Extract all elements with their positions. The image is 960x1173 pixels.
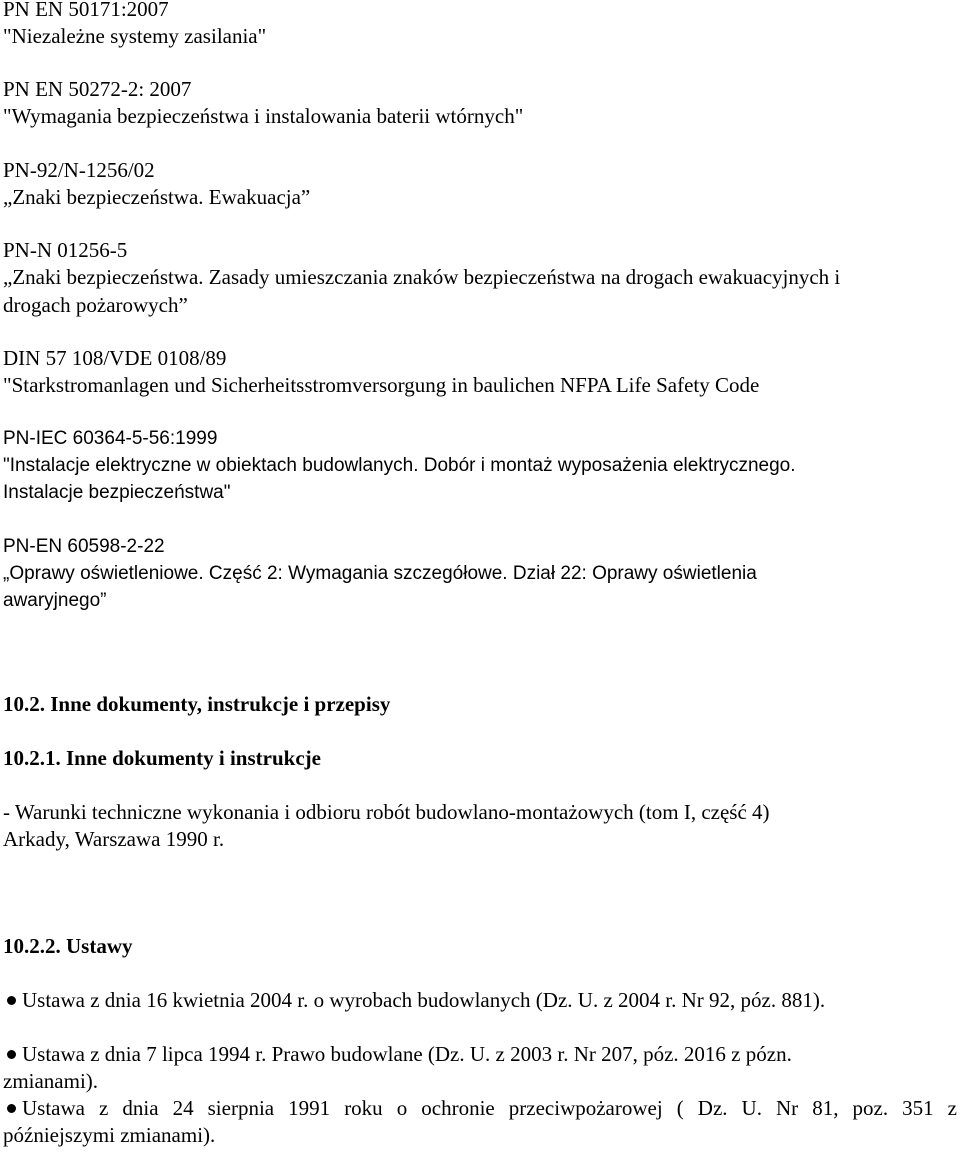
bullet-icon (7, 1050, 16, 1059)
standard-code: PN-EN 60598-2-22 (3, 536, 165, 557)
standard-title: "Wymagania bezpieczeństwa i instalowania baterii wtórnych" (3, 104, 524, 128)
law-item: Ustawa z dnia 7 lipca 1994 r. Prawo budowlane (Dz. U. z 2003 r. Nr 207, póz. 2016 z pózn. (22, 1042, 792, 1066)
section-heading: 10.2. Inne dokumenty, instrukcje i przepisy (3, 692, 391, 716)
law-item: Ustawa z dnia 24 sierpnia 1991 roku o ochronie przeciwpożarowej ( Dz. U. Nr 81, poz. 351 z (22, 1096, 957, 1120)
standard-title: "Starkstromanlagen und Sicherheitsstromversorgung in baulichen NFPA Life Safety Code (3, 373, 760, 397)
standard-title: "Instalacje elektryczne w obiektach budowlanych. Dobór i montaż wyposażenia elektrycznego. (3, 455, 796, 476)
standard-code: DIN 57 108/VDE 0108/89 (3, 346, 227, 370)
bullet-icon (7, 1104, 16, 1113)
standard-title: „Oprawy oświetleniowe. Część 2: Wymagania szczegółowe. Dział 22: Oprawy oświetlenia (3, 563, 757, 584)
subsection-heading: 10.2.1. Inne dokumenty i instrukcje (3, 746, 321, 770)
standard-title: „Znaki bezpieczeństwa. Zasady umieszczania znaków bezpieczeństwa na drogach ewakuacyjnych i (3, 265, 841, 289)
law-item: Ustawa z dnia 16 kwietnia 2004 r. o wyrobach budowlanych (Dz. U. z 2004 r. Nr 92, póz. 881). (22, 988, 826, 1012)
standard-code: PN EN 50171:2007 (3, 0, 169, 21)
law-item-continued: zmianami). (3, 1069, 99, 1093)
bullet-icon (7, 996, 16, 1005)
standard-code: PN-N 01256-5 (3, 238, 128, 262)
document-reference-continued: Arkady, Warszawa 1990 r. (3, 827, 225, 851)
standard-title-continued: drogach pożarowych” (3, 293, 188, 317)
law-item-continued: późniejszymi zmianami). (3, 1123, 216, 1147)
document-reference: - Warunki techniczne wykonania i odbioru robót budowlano-montażowych (tom I, część 4) (3, 800, 770, 824)
standard-title-continued: Instalacje bezpieczeństwa" (3, 482, 231, 503)
standard-code: PN-92/N-1256/02 (3, 158, 155, 182)
standard-title: „Znaki bezpieczeństwa. Ewakuacja” (3, 185, 311, 209)
standard-code: PN EN 50272-2: 2007 (3, 77, 192, 101)
standard-title: "Niezależne systemy zasilania" (3, 24, 267, 48)
subsection-heading: 10.2.2. Ustawy (3, 934, 133, 958)
standard-title-continued: awaryjnego” (3, 590, 107, 611)
standard-code: PN-IEC 60364-5-56:1999 (3, 428, 218, 449)
